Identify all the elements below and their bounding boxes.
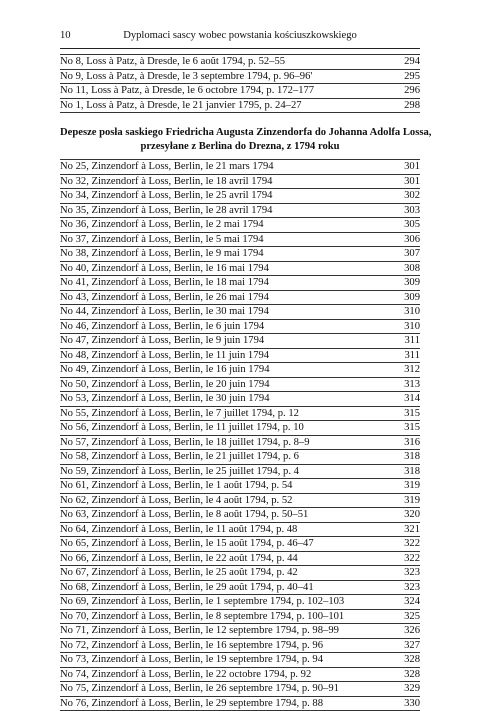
entry-text: No 61, Zinzendorf à Loss, Berlin, le 1 août 1794, p. 54 [60, 479, 292, 493]
entry-text: No 11, Loss à Patz, à Dresde, le 6 octobre 1794, p. 172–177 [60, 84, 314, 98]
entry-page-number: 328 [404, 668, 420, 682]
first-list [60, 54, 420, 113]
toc-row [60, 450, 420, 465]
toc-row [60, 378, 420, 393]
toc-row [60, 70, 420, 85]
entry-text: No 76, Zinzendorf à Loss, Berlin, le 29 septembre 1794, p. 88 [60, 697, 323, 711]
section-heading [60, 126, 420, 154]
entry-page-number: 301 [404, 160, 420, 174]
toc-row [60, 99, 420, 114]
running-head [60, 29, 420, 43]
toc-row [60, 84, 420, 99]
toc-row [60, 436, 420, 451]
entry-text: No 32, Zinzendorf à Loss, Berlin, le 18 avril 1794 [60, 175, 272, 189]
page-number: 10 [60, 29, 71, 43]
entry-page-number: 303 [404, 204, 420, 218]
toc-row [60, 479, 420, 494]
entry-page-number: 322 [404, 537, 420, 551]
entry-text: No 25, Zinzendorf à Loss, Berlin, le 21 mars 1794 [60, 160, 274, 174]
toc-row [60, 159, 420, 175]
toc-row [60, 349, 420, 364]
toc-row [60, 639, 420, 654]
entry-text: No 65, Zinzendorf à Loss, Berlin, le 15 août 1794, p. 46–47 [60, 537, 314, 551]
entry-text: No 62, Zinzendorf à Loss, Berlin, le 4 août 1794, p. 52 [60, 494, 292, 508]
entry-text: No 63, Zinzendorf à Loss, Berlin, le 8 août 1794, p. 50–51 [60, 508, 308, 522]
toc-row [60, 581, 420, 596]
toc-row [60, 291, 420, 306]
entry-page-number: 295 [404, 70, 420, 84]
entry-text: No 9, Loss à Patz, à Dresde, le 3 septembre 1794, p. 96–96' [60, 70, 312, 84]
entry-text: No 44, Zinzendorf à Loss, Berlin, le 30 mai 1794 [60, 305, 269, 319]
entry-text: No 75, Zinzendorf à Loss, Berlin, le 26 septembre 1794, p. 90–91 [60, 682, 339, 696]
section-heading-line-1: Depesze posła saskiego Friedricha Augusta Zinzendorfa do Johanna Adolfa Lossa, [60, 126, 420, 140]
entry-page-number: 323 [404, 581, 420, 595]
entry-page-number: 315 [404, 407, 420, 421]
entry-page-number: 328 [404, 653, 420, 667]
entry-page-number: 302 [404, 189, 420, 203]
entry-text: No 64, Zinzendorf à Loss, Berlin, le 11 août 1794, p. 48 [60, 523, 297, 537]
entry-text: No 68, Zinzendorf à Loss, Berlin, le 29 août 1794, p. 40–41 [60, 581, 314, 595]
entry-page-number: 324 [404, 595, 420, 609]
entry-text: No 35, Zinzendorf à Loss, Berlin, le 28 avril 1794 [60, 204, 272, 218]
entry-text: No 36, Zinzendorf à Loss, Berlin, le 2 mai 1794 [60, 218, 264, 232]
toc-row [60, 624, 420, 639]
toc-row [60, 363, 420, 378]
toc-row [60, 305, 420, 320]
entry-text: No 69, Zinzendorf à Loss, Berlin, le 1 septembre 1794, p. 102–103 [60, 595, 344, 609]
toc-row [60, 276, 420, 291]
entry-page-number: 311 [405, 334, 421, 348]
entry-page-number: 321 [404, 523, 420, 537]
toc-row [60, 189, 420, 204]
entry-text: No 53, Zinzendorf à Loss, Berlin, le 30 juin 1794 [60, 392, 270, 406]
entry-page-number: 310 [404, 320, 420, 334]
toc-row [60, 465, 420, 480]
toc-row [60, 320, 420, 335]
toc-row [60, 421, 420, 436]
toc-row [60, 566, 420, 581]
toc-row [60, 247, 420, 262]
toc-row [60, 523, 420, 538]
entry-page-number: 309 [404, 291, 420, 305]
entry-text: No 58, Zinzendorf à Loss, Berlin, le 21 juillet 1794, p. 6 [60, 450, 299, 464]
toc-row [60, 595, 420, 610]
entry-page-number: 316 [404, 436, 420, 450]
running-title: Dyplomaci sascy wobec powstania kościuszkowskiego [60, 29, 420, 43]
entry-text: No 56, Zinzendorf à Loss, Berlin, le 11 juillet 1794, p. 10 [60, 421, 304, 435]
toc-row [60, 552, 420, 567]
entry-text: No 38, Zinzendorf à Loss, Berlin, le 9 mai 1794 [60, 247, 264, 261]
entry-page-number: 320 [404, 508, 420, 522]
toc-row [60, 668, 420, 683]
entry-text: No 74, Zinzendorf à Loss, Berlin, le 22 octobre 1794, p. 92 [60, 668, 311, 682]
entry-page-number: 315 [404, 421, 420, 435]
entry-page-number: 307 [404, 247, 420, 261]
entry-page-number: 325 [404, 610, 420, 624]
toc-row [60, 682, 420, 697]
toc-row [60, 697, 420, 711]
toc-row [60, 407, 420, 422]
entry-page-number: 309 [404, 276, 420, 290]
entry-page-number: 323 [404, 566, 420, 580]
entry-page-number: 301 [404, 175, 420, 189]
entry-page-number: 311 [405, 349, 421, 363]
entry-page-number: 327 [404, 639, 420, 653]
entry-page-number: 314 [404, 392, 420, 406]
entry-text: No 67, Zinzendorf à Loss, Berlin, le 25 août 1794, p. 42 [60, 566, 298, 580]
entry-page-number: 296 [404, 84, 420, 98]
entry-page-number: 308 [404, 262, 420, 276]
section-heading-line-2: przesyłane z Berlina do Drezna, z 1794 roku [60, 140, 420, 154]
toc-row [60, 54, 420, 70]
toc-row [60, 233, 420, 248]
entry-text: No 34, Zinzendorf à Loss, Berlin, le 25 avril 1794 [60, 189, 272, 203]
toc-row [60, 494, 420, 509]
entry-page-number: 298 [404, 99, 420, 113]
entry-page-number: 330 [404, 697, 420, 711]
entry-page-number: 312 [404, 363, 420, 377]
entry-text: No 70, Zinzendorf à Loss, Berlin, le 8 septembre 1794, p. 100–101 [60, 610, 344, 624]
toc-row [60, 204, 420, 219]
entry-text: No 73, Zinzendorf à Loss, Berlin, le 19 septembre 1794, p. 94 [60, 653, 323, 667]
entry-page-number: 319 [404, 494, 420, 508]
toc-row [60, 610, 420, 625]
entry-text: No 57, Zinzendorf à Loss, Berlin, le 18 juillet 1794, p. 8–9 [60, 436, 310, 450]
toc-row [60, 175, 420, 190]
entry-text: No 55, Zinzendorf à Loss, Berlin, le 7 juillet 1794, p. 12 [60, 407, 299, 421]
entry-page-number: 322 [404, 552, 420, 566]
entry-page-number: 310 [404, 305, 420, 319]
entry-text: No 47, Zinzendorf à Loss, Berlin, le 9 juin 1794 [60, 334, 264, 348]
entry-text: No 50, Zinzendorf à Loss, Berlin, le 20 juin 1794 [60, 378, 270, 392]
entry-text: No 46, Zinzendorf à Loss, Berlin, le 6 juin 1794 [60, 320, 264, 334]
entry-text: No 72, Zinzendorf à Loss, Berlin, le 16 septembre 1794, p. 96 [60, 639, 323, 653]
toc-row [60, 218, 420, 233]
entry-text: No 41, Zinzendorf à Loss, Berlin, le 18 mai 1794 [60, 276, 269, 290]
entry-page-number: 313 [404, 378, 420, 392]
toc-row [60, 334, 420, 349]
entry-text: No 71, Zinzendorf à Loss, Berlin, le 12 septembre 1794, p. 98–99 [60, 624, 339, 638]
entry-page-number: 306 [404, 233, 420, 247]
toc-row [60, 508, 420, 523]
entry-page-number: 319 [404, 479, 420, 493]
entry-text: No 43, Zinzendorf à Loss, Berlin, le 26 mai 1794 [60, 291, 269, 305]
entry-text: No 37, Zinzendorf à Loss, Berlin, le 5 mai 1794 [60, 233, 264, 247]
entry-page-number: 294 [404, 55, 420, 69]
toc-row [60, 537, 420, 552]
second-list [60, 159, 420, 711]
entry-text: No 49, Zinzendorf à Loss, Berlin, le 16 juin 1794 [60, 363, 270, 377]
entry-page-number: 326 [404, 624, 420, 638]
toc-row [60, 653, 420, 668]
entry-page-number: 318 [404, 450, 420, 464]
header-rule [60, 48, 420, 49]
entry-page-number: 329 [404, 682, 420, 696]
toc-row [60, 262, 420, 277]
entry-text: No 48, Zinzendorf à Loss, Berlin, le 11 juin 1794 [60, 349, 269, 363]
entry-text: No 8, Loss à Patz, à Dresde, le 6 août 1794, p. 52–55 [60, 55, 285, 69]
entry-text: No 1, Loss à Patz, à Dresde, le 21 janvier 1795, p. 24–27 [60, 99, 302, 113]
entry-text: No 59, Zinzendorf à Loss, Berlin, le 25 juillet 1794, p. 4 [60, 465, 299, 479]
entry-page-number: 305 [404, 218, 420, 232]
entry-text: No 66, Zinzendorf à Loss, Berlin, le 22 août 1794, p. 44 [60, 552, 298, 566]
entry-page-number: 318 [404, 465, 420, 479]
toc-row [60, 392, 420, 407]
entry-text: No 40, Zinzendorf à Loss, Berlin, le 16 mai 1794 [60, 262, 269, 276]
